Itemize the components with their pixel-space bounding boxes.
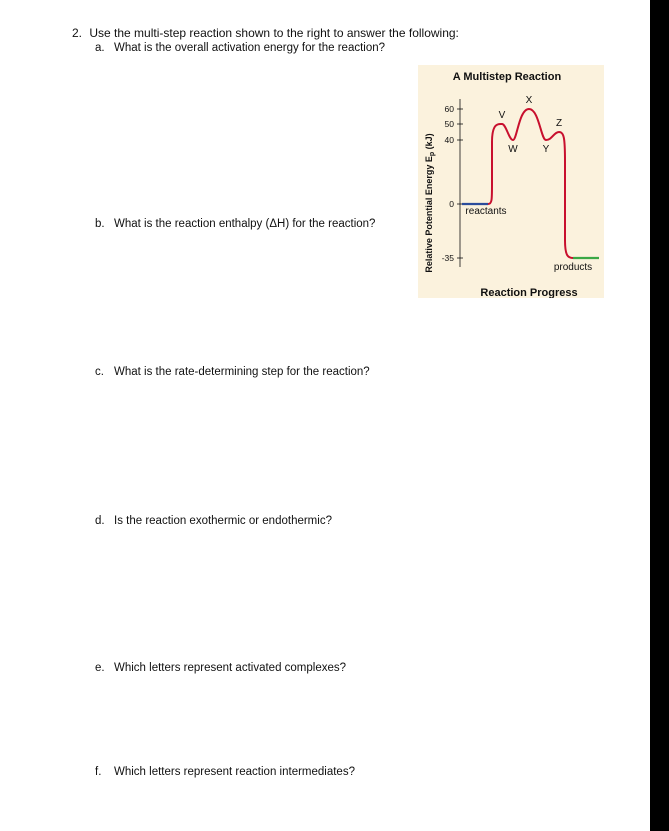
part-text: What is the rate-determining step for the reaction? (114, 366, 370, 378)
question-number: 2. (72, 26, 83, 40)
multistep-reaction-figure (418, 65, 604, 298)
question-part-f (95, 765, 355, 779)
part-letter: e. (95, 662, 105, 674)
chart-title: A Multistep Reaction (452, 71, 562, 83)
energy-curve (488, 109, 573, 258)
point-label-y: Y (542, 144, 550, 155)
part-letter: c. (95, 366, 104, 378)
page-edge-band (650, 0, 669, 831)
question-2 (72, 26, 459, 41)
question-part-a (95, 41, 385, 55)
products-label: products (553, 262, 593, 273)
part-letter: d. (95, 515, 105, 527)
y-tick-label: -35 (441, 253, 454, 263)
question-text: Use the multi-step reaction shown to the right to answer the following: (89, 26, 459, 40)
point-label-group (499, 95, 562, 155)
x-axis-label: Reaction Progress (480, 287, 578, 298)
part-text: Is the reaction exothermic or endothermic? (114, 515, 332, 527)
y-axis-label-unit: (kJ) (424, 133, 434, 152)
y-tick-label: 0 (449, 199, 454, 209)
part-text: Which letters represent activated complexes? (114, 662, 347, 674)
y-axis-label-subscript: p (429, 151, 436, 157)
part-text: Which letters represent reaction intermediates? (114, 766, 355, 778)
y-axis-label-text: Relative Potential Energy E (424, 156, 434, 273)
y-tick-label: 60 (444, 104, 454, 114)
point-label-w: W (508, 144, 518, 155)
point-label-v: V (498, 110, 506, 121)
energy-diagram (418, 65, 604, 298)
part-letter: b. (95, 218, 105, 230)
y-axis-label (424, 133, 436, 272)
part-letter: a. (95, 42, 105, 54)
question-part-e (95, 661, 346, 675)
question-part-d (95, 514, 332, 528)
reactants-label: reactants (465, 206, 507, 217)
part-text: What is the reaction enthalpy (ΔH) for the reaction? (114, 218, 376, 230)
y-tick-label: 40 (444, 135, 454, 145)
part-letter: f. (95, 766, 102, 778)
point-label-x: X (525, 95, 533, 106)
part-text: What is the overall activation energy for the reaction? (114, 42, 386, 54)
y-tick-label: 50 (444, 119, 454, 129)
point-label-z: Z (555, 118, 563, 129)
question-part-b (95, 217, 375, 231)
question-part-c (95, 365, 370, 379)
